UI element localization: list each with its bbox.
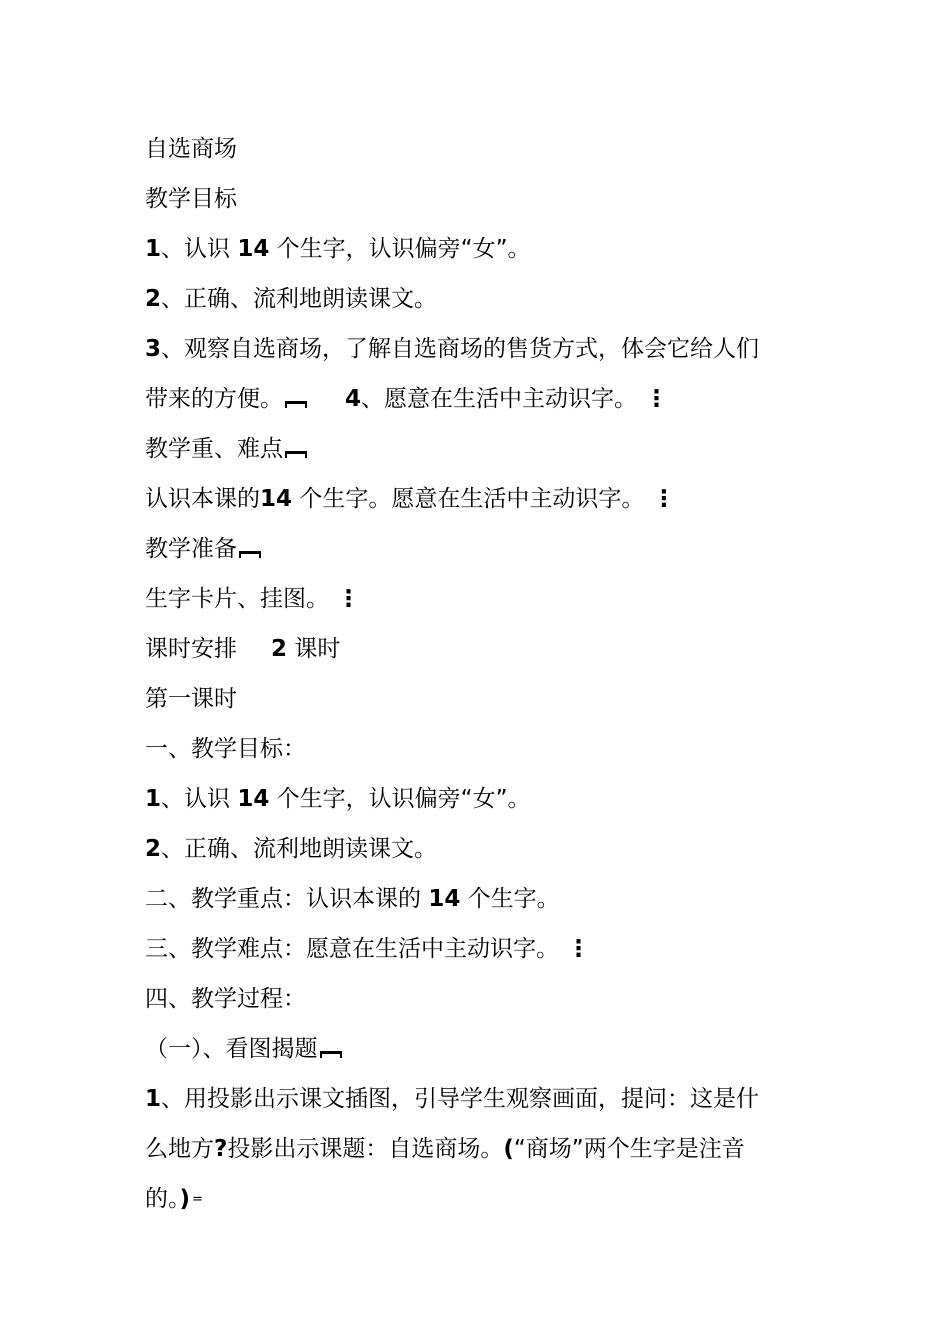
key-points-text: 认识本课的14 个生字。愿意在生活中主动识字。 ⋮ xyxy=(145,474,825,524)
section-difficulty: 三、教学难点：愿意在生活中主动识字。 ⋮ xyxy=(145,924,825,974)
paragraph-mark-icon xyxy=(285,442,307,456)
goal-item-3: 3、观察自选商场，了解自选商场的售货方式，体会它给人们 xyxy=(145,336,760,362)
paragraph-mark-icon xyxy=(239,542,261,556)
vertical-dots-icon: ⋮ xyxy=(652,486,676,512)
lesson-one-heading: 第一课时 xyxy=(145,686,237,712)
goal-item-1: 1、认识 14 个生字，认识偏旁“女”。 xyxy=(145,236,531,262)
subsection-heading: （一）、看图揭题 xyxy=(145,1024,825,1074)
schedule-line: 课时安排 2 课时 xyxy=(145,636,341,662)
goal-number: 2 xyxy=(145,286,162,312)
paragraph-end-icon: = xyxy=(192,1191,203,1207)
section-goals-heading: 一、教学目标： xyxy=(145,736,306,762)
step-1-end: 的。) = xyxy=(145,1174,825,1224)
vertical-dots-icon: ⋮ xyxy=(337,586,360,612)
character-count: 14 xyxy=(237,786,270,812)
character-count: 14 xyxy=(260,486,293,512)
goal-number: 1 xyxy=(145,236,162,262)
vertical-dots-icon: ⋮ xyxy=(645,386,669,412)
step-1: 1、用投影出示课文插图，引导学生观察画面，提问：这是什 xyxy=(145,1086,760,1112)
lesson-goal-item-1: 1、认识 14 个生字，认识偏旁“女”。 xyxy=(145,786,531,812)
step-number: 1 xyxy=(145,1086,162,1112)
vertical-dots-icon: ⋮ xyxy=(567,936,590,962)
step-1-continued: 么地方?投影出示课题：自选商场。(“商场”两个生字是注音 xyxy=(145,1136,745,1162)
section-key-point: 二、教学重点：认识本课的 14 个生字。 xyxy=(145,886,560,912)
goal-number: 1 xyxy=(145,786,162,812)
goal-item-2: 2、正确、流利地朗读课文。 xyxy=(145,286,438,312)
lesson-goal-item-2: 2、正确、流利地朗读课文。 xyxy=(145,836,438,862)
character-count: 14 xyxy=(237,236,270,262)
goal-item-3-continued: 带来的方便。 4、愿意在生活中主动识字。 ⋮ xyxy=(145,374,825,424)
goal-number: 3 xyxy=(145,336,162,362)
goal-number: 4 xyxy=(345,386,362,412)
lesson-count: 2 xyxy=(271,636,288,662)
preparation-text: 生字卡片、挂图。 ⋮ xyxy=(145,574,825,624)
goal-number: 2 xyxy=(145,836,162,862)
document-body xyxy=(145,124,825,1224)
paragraph-mark-icon xyxy=(285,392,307,406)
character-count: 14 xyxy=(428,886,461,912)
paragraph-mark-icon xyxy=(320,1042,342,1056)
preparation-heading: 教学准备 xyxy=(145,524,825,574)
lesson-title: 自选商场 xyxy=(145,136,237,162)
goals-heading: 教学目标 xyxy=(145,186,237,212)
section-process-heading: 四、教学过程： xyxy=(145,986,306,1012)
key-points-heading: 教学重、难点 xyxy=(145,424,825,474)
